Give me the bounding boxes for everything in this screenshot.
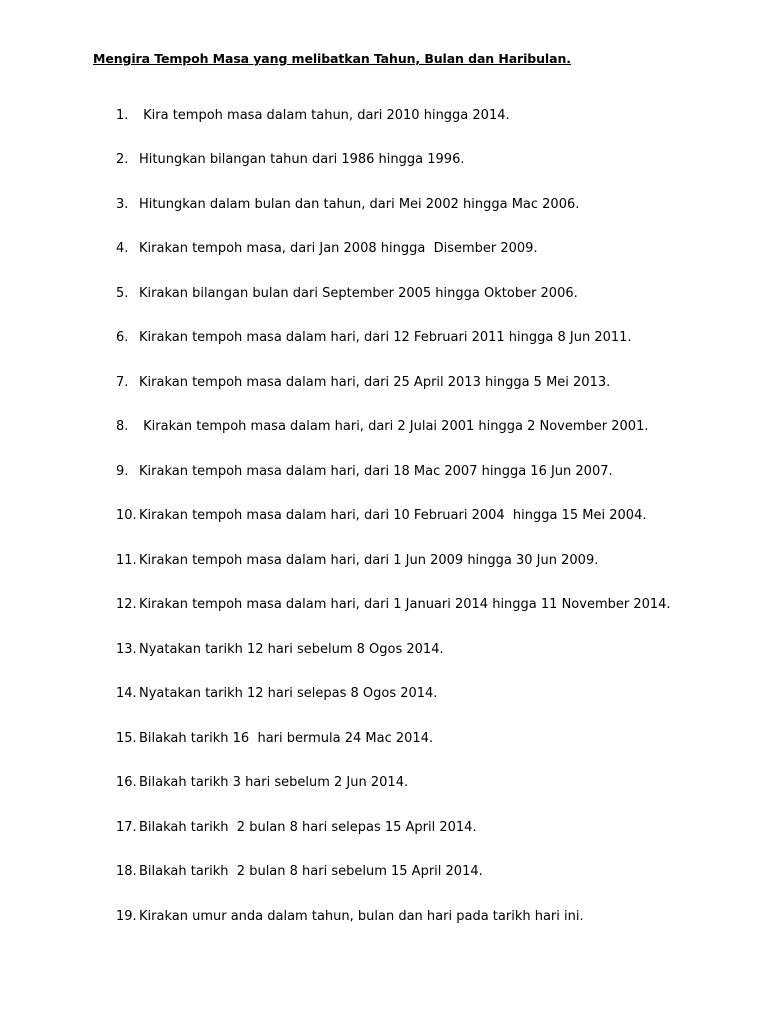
question-text: Bilakah tarikh 2 bulan 8 hari sebelum 15 April 2014. xyxy=(139,864,483,879)
question-item xyxy=(116,553,598,569)
question-item xyxy=(116,108,510,124)
question-item xyxy=(116,508,646,524)
question-number: 17. xyxy=(116,820,137,835)
question-item xyxy=(116,642,444,658)
question-text: Bilakah tarikh 16 hari bermula 24 Mac 2014. xyxy=(139,731,434,746)
question-text: Kirakan tempoh masa, dari Jan 2008 hingga Disember 2009. xyxy=(139,241,538,256)
question-number: 13. xyxy=(116,642,137,657)
question-number: 7. xyxy=(116,375,129,390)
question-text: Hitungkan dalam bulan dan tahun, dari Mei 2002 hingga Mac 2006. xyxy=(139,197,580,212)
question-item xyxy=(116,686,437,702)
question-number: 19. xyxy=(116,909,137,924)
question-item xyxy=(116,909,584,925)
question-text: Kirakan tempoh masa dalam hari, dari 2 Julai 2001 hingga 2 November 2001. xyxy=(139,419,649,434)
question-number: 10. xyxy=(116,508,137,523)
question-number: 5. xyxy=(116,286,129,301)
question-item xyxy=(116,731,433,747)
question-item xyxy=(116,286,578,302)
question-item xyxy=(116,820,477,836)
question-text: Nyatakan tarikh 12 hari selepas 8 Ogos 2014. xyxy=(139,686,438,701)
question-number: 12. xyxy=(116,597,137,612)
question-text: Kirakan tempoh masa dalam hari, dari 12 Februari 2011 hingga 8 Jun 2011. xyxy=(139,330,632,345)
question-text: Hitungkan bilangan tahun dari 1986 hingga 1996. xyxy=(139,152,465,167)
question-item xyxy=(116,197,579,213)
question-number: 4. xyxy=(116,241,129,256)
question-number: 8. xyxy=(116,419,129,434)
question-text: Kirakan tempoh masa dalam hari, dari 25 April 2013 hingga 5 Mei 2013. xyxy=(139,375,611,390)
question-number: 18. xyxy=(116,864,137,879)
question-text: Kirakan umur anda dalam tahun, bulan dan hari pada tarikh hari ini. xyxy=(139,909,584,924)
question-text: Kirakan tempoh masa dalam hari, dari 10 Februari 2004 hingga 15 Mei 2004. xyxy=(139,508,647,523)
page-title: Mengira Tempoh Masa yang melibatkan Tahun, Bulan dan Haribulan. xyxy=(93,51,571,66)
question-item xyxy=(116,241,538,257)
question-number: 14. xyxy=(116,686,137,701)
question-number: 16. xyxy=(116,775,137,790)
question-item xyxy=(116,464,613,480)
question-number: 3. xyxy=(116,197,129,212)
question-text: Kira tempoh masa dalam tahun, dari 2010 hingga 2014. xyxy=(139,108,510,123)
question-text: Kirakan tempoh masa dalam hari, dari 18 Mac 2007 hingga 16 Jun 2007. xyxy=(139,464,613,479)
question-item xyxy=(116,419,648,435)
question-item xyxy=(116,330,632,346)
question-text: Kirakan bilangan bulan dari September 2005 hingga Oktober 2006. xyxy=(139,286,578,301)
question-text: Bilakah tarikh 3 hari sebelum 2 Jun 2014. xyxy=(139,775,409,790)
question-item xyxy=(116,152,464,168)
question-number: 15. xyxy=(116,731,137,746)
question-item xyxy=(116,864,483,880)
question-text: Kirakan tempoh masa dalam hari, dari 1 Jun 2009 hingga 30 Jun 2009. xyxy=(139,553,599,568)
question-item xyxy=(116,375,610,391)
question-number: 1. xyxy=(116,108,129,123)
question-number: 11. xyxy=(116,553,137,568)
question-number: 6. xyxy=(116,330,129,345)
question-number: 9. xyxy=(116,464,129,479)
question-number: 2. xyxy=(116,152,129,167)
question-text: Kirakan tempoh masa dalam hari, dari 1 Januari 2014 hingga 11 November 2014. xyxy=(139,597,671,612)
question-text: Bilakah tarikh 2 bulan 8 hari selepas 15 April 2014. xyxy=(139,820,477,835)
question-text: Nyatakan tarikh 12 hari sebelum 8 Ogos 2014. xyxy=(139,642,444,657)
question-item xyxy=(116,775,408,791)
question-item xyxy=(116,597,671,613)
